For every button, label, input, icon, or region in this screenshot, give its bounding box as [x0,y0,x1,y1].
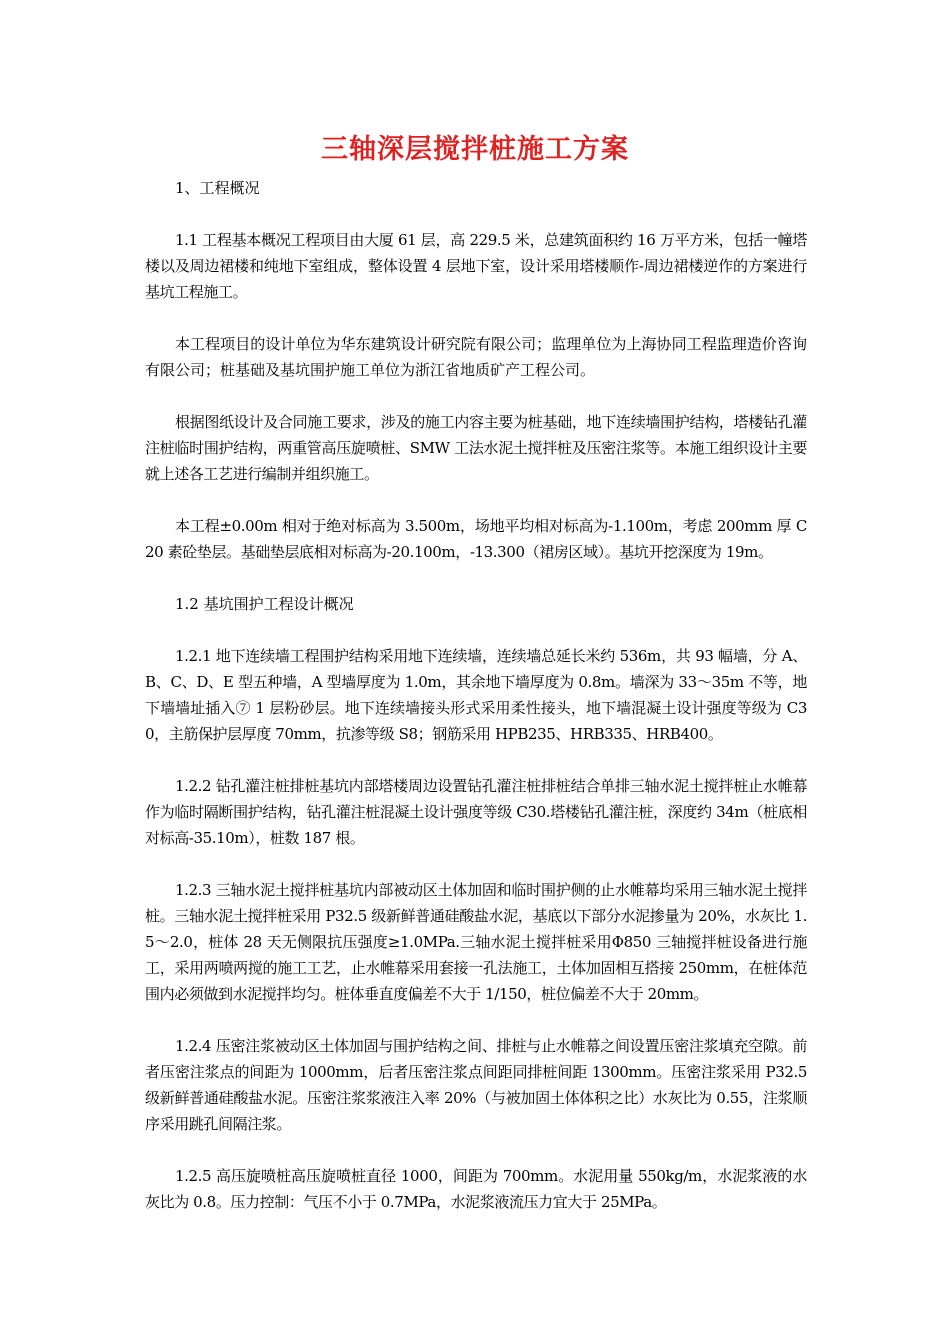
section-heading-overview: 1、工程概况 [175,179,260,197]
paragraph-elevation: 本工程±0.00m 相对于绝对标高为 3.500m，场地平均相对标高为-1.100m，考虑 200mm 厚 C20 素砼垫层。基础垫层底相对标高为-20.100m，-13.300（裙房区域）。基坑开挖深度为 19m。 [145,517,807,561]
document-title: 三轴深层搅拌桩施工方案 [321,134,629,165]
paragraph-1-2-2-bored-piles: 1.2.2 钻孔灌注桩排桩基坑内部塔楼周边设置钻孔灌注桩排桩结合单排三轴水泥土搅拌桩止水帷幕作为临时隔断围护结构，钻孔灌注桩混凝土设计强度等级 C30.塔楼钻孔灌注桩，深度约 34m（桩底相对标高-35.10m），桩数 187 根。 [145,777,807,847]
document-body [145,175,807,1241]
paragraph-design-units: 本工程项目的设计单位为华东建筑设计研究院有限公司；监理单位为上海协同工程监理造价咨询有限公司；桩基础及基坑围护施工单位为浙江省地质矿产工程公司。 [145,335,807,379]
paragraph-1-2-5-jet-grouting: 1.2.5 高压旋喷桩高压旋喷桩直径 1000，间距为 700mm。水泥用量 550kg/m，水泥浆液的水灰比为 0.8。压力控制：气压不小于 0.7MPa，水泥浆液流压力宜大于 25MPa。 [145,1167,807,1211]
paragraph-1-2-3-mixing-piles: 1.2.3 三轴水泥土搅拌桩基坑内部被动区土体加固和临时围护侧的止水帷幕均采用三轴水泥土搅拌桩。三轴水泥土搅拌桩采用 P32.5 级新鲜普通硅酸盐水泥，基底以下部分水泥掺量为 20%，水灰比 1.5～2.0，桩体 28 天无侧限抗压强度≥1.0MPa.三轴水泥土搅拌桩采用Φ850 三轴搅拌桩设备进行施工，采用两喷两搅的施工工艺，止水帷幕采用套接一孔法施工，土体加固相互搭接 250mm，在桩体范围内必须做到水泥搅拌均匀。桩体垂直度偏差不大于 1/150，桩位偏差不大于 20mm。 [145,881,807,1003]
paragraph-construction-scope: 根据图纸设计及合同施工要求，涉及的施工内容主要为桩基础，地下连续墙围护结构，塔楼钻孔灌注桩临时围护结构，两重管高压旋喷桩、SMW 工法水泥土搅拌桩及压密注浆等。本施工组织设计主要就上述各工艺进行编制并组织施工。 [145,413,807,483]
paragraph-1-2-1-diaphragm-wall: 1.2.1 地下连续墙工程围护结构采用地下连续墙，连续墙总延长米约 536m，共 93 幅墙，分 A、B、C、D、E 型五种墙，A 型墙厚度为 1.0m，其余地下墙厚度为 0.8m。墙深为 33～35m 不等，地下墙墙址插入⑦ 1 层粉砂层。地下连续墙接头形式采用柔性接头，地下墙混凝土设计强度等级为 C30，主筋保护层厚度 70mm，抗渗等级 S8；钢筋采用 HPB235、HRB335、HRB400。 [145,647,807,743]
section-heading-1-2: 1.2 基坑围护工程设计概况 [175,595,354,613]
paragraph-1-2-4-grouting: 1.2.4 压密注浆被动区土体加固与围护结构之间、排桩与止水帷幕之间设置压密注浆填充空隙。前者压密注浆点的间距为 1000mm，后者压密注浆点间距同排桩间距 1300mm。压密注浆采用 P32.5 级新鲜普通硅酸盐水泥。压密注浆浆液注入率 20%（与被加固土体体积之比）水灰比为 0.55，注浆顺序采用跳孔间隔注浆。 [145,1037,807,1133]
paragraph-1-1-overview: 1.1 工程基本概况工程项目由大厦 61 层，高 229.5 米，总建筑面积约 16 万平方米，包括一幢塔楼以及周边裙楼和纯地下室组成，整体设置 4 层地下室，设计采用塔楼顺作-周边裙楼逆作的方案进行基坑工程施工。 [145,231,807,301]
